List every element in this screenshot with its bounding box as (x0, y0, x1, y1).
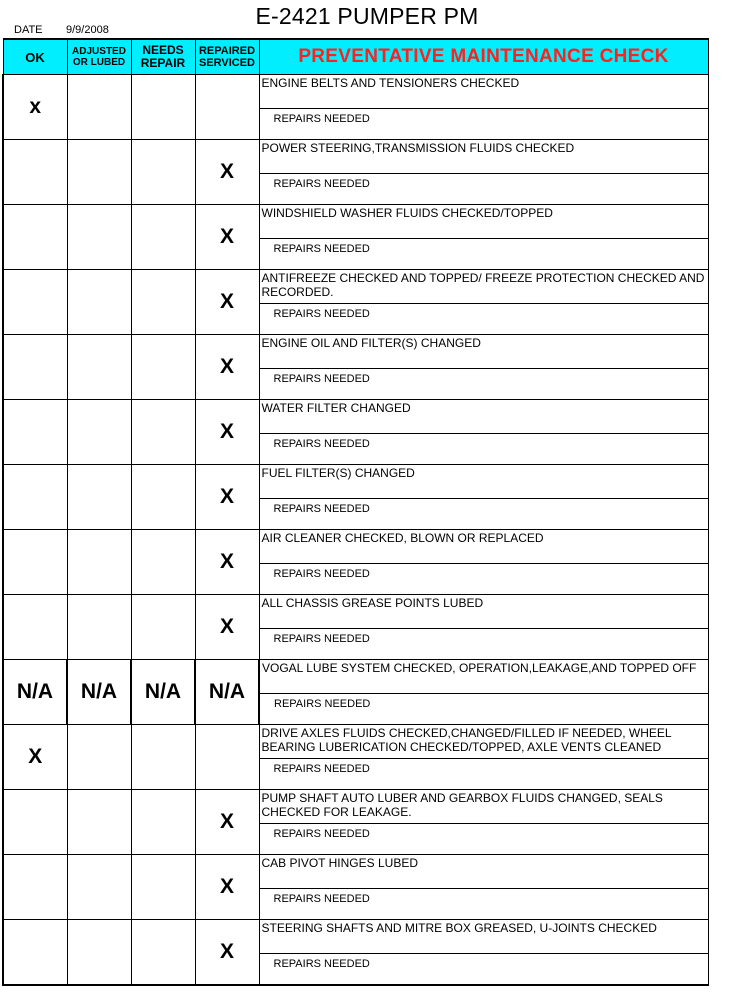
repairs-needed-label[interactable]: REPAIRS NEEDED (273, 308, 370, 320)
repaired-cell[interactable]: X (195, 270, 259, 335)
adjusted-cell[interactable] (67, 140, 131, 205)
column-header-ok: OK (3, 39, 67, 75)
adjusted-cell[interactable] (67, 75, 131, 140)
adjusted-cell[interactable]: N/A (67, 660, 131, 725)
description-cell (259, 335, 708, 400)
column-header-check-title: PREVENTATIVE MAINTENANCE CHECK (259, 39, 708, 75)
needs-repair-cell[interactable] (131, 465, 195, 530)
check-description: DRIVE AXLES FLUIDS CHECKED,CHANGED/FILLED IF NEEDED, WHEEL BEARING LUBERICATION CHECKED/TOPPED, AXLE VENTS CLEANED (261, 726, 672, 754)
column-header-adjusted (67, 39, 131, 75)
table-row (3, 920, 708, 986)
ok-cell[interactable] (3, 530, 67, 595)
ok-cell[interactable] (3, 595, 67, 660)
description-wrapper (260, 790, 708, 854)
column-header-repaired (195, 39, 259, 75)
repairs-needed-label[interactable]: REPAIRS NEEDED (274, 698, 371, 710)
repaired-cell[interactable]: X (195, 465, 259, 530)
description-wrapper (260, 660, 708, 724)
repairs-needed-label[interactable]: REPAIRS NEEDED (273, 763, 370, 775)
table-row (3, 790, 708, 855)
repairs-needed-label[interactable]: REPAIRS NEEDED (273, 568, 370, 580)
description-cell (259, 530, 708, 595)
table-row (3, 660, 708, 725)
table-row (3, 595, 708, 660)
repairs-needed-label[interactable]: REPAIRS NEEDED (273, 373, 370, 385)
check-description: STEERING SHAFTS AND MITRE BOX GREASED, U-JOINTS CHECKED (261, 921, 657, 935)
repaired-cell[interactable] (195, 75, 259, 140)
repaired-cell[interactable]: X (195, 790, 259, 855)
adjusted-cell[interactable] (67, 530, 131, 595)
ok-cell[interactable] (3, 465, 67, 530)
needs-repair-cell[interactable] (131, 140, 195, 205)
ok-cell[interactable]: x (3, 75, 67, 140)
needs-repair-cell[interactable] (131, 920, 195, 986)
description-cell (259, 595, 708, 660)
table-row (3, 725, 708, 790)
header-row (3, 39, 708, 75)
check-rows (3, 75, 708, 986)
divider (260, 823, 708, 824)
check-description: ENGINE OIL AND FILTER(S) CHANGED (261, 336, 481, 350)
divider (260, 953, 708, 954)
description-wrapper (260, 335, 708, 399)
description-cell (259, 855, 708, 920)
ok-cell[interactable] (3, 335, 67, 400)
divider (260, 758, 708, 759)
description-wrapper (260, 270, 708, 334)
description-wrapper (260, 920, 708, 984)
adjusted-cell[interactable] (67, 270, 131, 335)
table-row (3, 140, 708, 205)
adjusted-cell[interactable] (67, 595, 131, 660)
description-wrapper (260, 595, 708, 659)
divider (260, 628, 708, 629)
table-row (3, 270, 708, 335)
description-wrapper (260, 400, 708, 464)
description-cell (259, 400, 708, 465)
description-wrapper (260, 855, 708, 919)
adjusted-cell[interactable] (67, 790, 131, 855)
repairs-needed-label[interactable]: REPAIRS NEEDED (273, 113, 370, 125)
repaired-cell[interactable]: X (195, 920, 259, 986)
check-description: WATER FILTER CHANGED (261, 401, 411, 415)
description-wrapper (260, 725, 708, 789)
description-cell (259, 140, 708, 205)
date-value: 9/9/2008 (66, 24, 109, 36)
description-cell (259, 465, 708, 530)
adjusted-cell[interactable] (67, 335, 131, 400)
column-header-needs-line2: REPAIR (140, 56, 186, 70)
divider (260, 888, 708, 889)
adjusted-cell[interactable] (67, 920, 131, 986)
ok-cell[interactable]: N/A (3, 660, 67, 725)
repaired-cell[interactable]: X (195, 140, 259, 205)
ok-cell[interactable] (3, 855, 67, 920)
divider (260, 368, 708, 369)
description-wrapper (260, 465, 708, 529)
repaired-cell[interactable]: X (195, 530, 259, 595)
divider (260, 108, 708, 109)
check-description: PUMP SHAFT AUTO LUBER AND GEARBOX FLUIDS CHANGED, SEALS CHECKED FOR LEAKAGE. (261, 791, 663, 819)
repairs-needed-label[interactable]: REPAIRS NEEDED (273, 503, 370, 515)
check-description: VOGAL LUBE SYSTEM CHECKED, OPERATION,LEAKAGE,AND TOPPED OFF (262, 661, 697, 675)
repaired-cell[interactable]: X (195, 855, 259, 920)
ok-cell[interactable] (3, 920, 67, 986)
ok-cell[interactable] (3, 205, 67, 270)
ok-cell[interactable] (3, 140, 67, 205)
description-cell (259, 205, 708, 270)
page-title: E-2421 PUMPER PM (255, 3, 479, 29)
repaired-cell[interactable]: X (195, 205, 259, 270)
table-row (3, 205, 708, 270)
description-wrapper (260, 530, 708, 594)
repaired-cell[interactable]: X (195, 595, 259, 660)
adjusted-cell[interactable] (67, 205, 131, 270)
needs-repair-cell[interactable] (131, 75, 195, 140)
repairs-needed-label[interactable]: REPAIRS NEEDED (273, 178, 370, 190)
divider (260, 563, 708, 564)
table-row (3, 530, 708, 595)
divider (260, 303, 708, 304)
column-header-needs-line1: NEEDS (142, 43, 184, 57)
check-description: ANTIFREEZE CHECKED AND TOPPED/ FREEZE PROTECTION CHECKED AND RECORDED. (261, 271, 705, 299)
description-cell (259, 725, 708, 790)
description-cell (259, 75, 708, 140)
description-cell (259, 920, 708, 986)
repaired-cell[interactable]: X (195, 400, 259, 465)
check-description: FUEL FILTER(S) CHANGED (261, 466, 415, 480)
needs-repair-cell[interactable] (131, 725, 195, 790)
description-wrapper (260, 205, 708, 269)
adjusted-cell[interactable] (67, 855, 131, 920)
table-row (3, 75, 708, 140)
repairs-needed-label[interactable]: REPAIRS NEEDED (273, 893, 370, 905)
description-wrapper (260, 140, 708, 204)
description-wrapper (260, 75, 708, 139)
check-description: AIR CLEANER CHECKED, BLOWN OR REPLACED (261, 531, 544, 545)
repairs-needed-label[interactable]: REPAIRS NEEDED (273, 438, 370, 450)
table-row (3, 465, 708, 530)
divider (260, 433, 708, 434)
check-description: POWER STEERING,TRANSMISSION FLUIDS CHECKED (261, 141, 575, 155)
needs-repair-cell[interactable] (131, 270, 195, 335)
ok-cell[interactable] (3, 790, 67, 855)
needs-repair-cell[interactable] (131, 335, 195, 400)
date-label: DATE (14, 24, 43, 36)
description-cell (259, 270, 708, 335)
repairs-needed-label[interactable]: REPAIRS NEEDED (273, 828, 370, 840)
column-header-adjusted-line1: ADJUSTED (72, 46, 126, 57)
column-header-needs-repair (131, 39, 195, 75)
ok-cell[interactable] (3, 400, 67, 465)
adjusted-cell[interactable] (67, 725, 131, 790)
needs-repair-cell[interactable] (131, 790, 195, 855)
table-row (3, 400, 708, 465)
table-row (3, 335, 708, 400)
maintenance-check-table (2, 38, 709, 986)
adjusted-cell[interactable] (67, 465, 131, 530)
needs-repair-cell[interactable] (131, 595, 195, 660)
ok-cell[interactable] (3, 270, 67, 335)
ok-cell[interactable]: X (3, 725, 67, 790)
needs-repair-cell[interactable] (131, 400, 195, 465)
check-description: WINDSHIELD WASHER FLUIDS CHECKED/TOPPED (261, 206, 553, 220)
repaired-cell[interactable] (195, 725, 259, 790)
column-header-adjusted-line2: OR LUBED (72, 57, 126, 68)
adjusted-cell[interactable] (67, 400, 131, 465)
description-cell (259, 790, 708, 855)
description-cell (259, 660, 708, 725)
check-description: ENGINE BELTS AND TENSIONERS CHECKED (261, 76, 520, 90)
needs-repair-cell[interactable] (131, 855, 195, 920)
divider (260, 238, 708, 239)
divider (260, 173, 708, 174)
repaired-cell[interactable]: X (195, 335, 259, 400)
needs-repair-cell[interactable] (131, 530, 195, 595)
divider (260, 498, 708, 499)
repaired-cell[interactable]: N/A (195, 660, 259, 725)
column-header-repaired-line2: SERVICED (198, 57, 256, 69)
divider (260, 693, 708, 694)
check-description: ALL CHASSIS GREASE POINTS LUBED (261, 596, 484, 610)
repairs-needed-label[interactable]: REPAIRS NEEDED (273, 958, 370, 970)
column-header-repaired-line1: REPAIRED (198, 45, 256, 57)
repairs-needed-label[interactable]: REPAIRS NEEDED (273, 633, 370, 645)
needs-repair-cell[interactable]: N/A (131, 660, 195, 725)
needs-repair-cell[interactable] (131, 205, 195, 270)
table-row (3, 855, 708, 920)
check-description: CAB PIVOT HINGES LUBED (261, 856, 418, 870)
repairs-needed-label[interactable]: REPAIRS NEEDED (273, 243, 370, 255)
